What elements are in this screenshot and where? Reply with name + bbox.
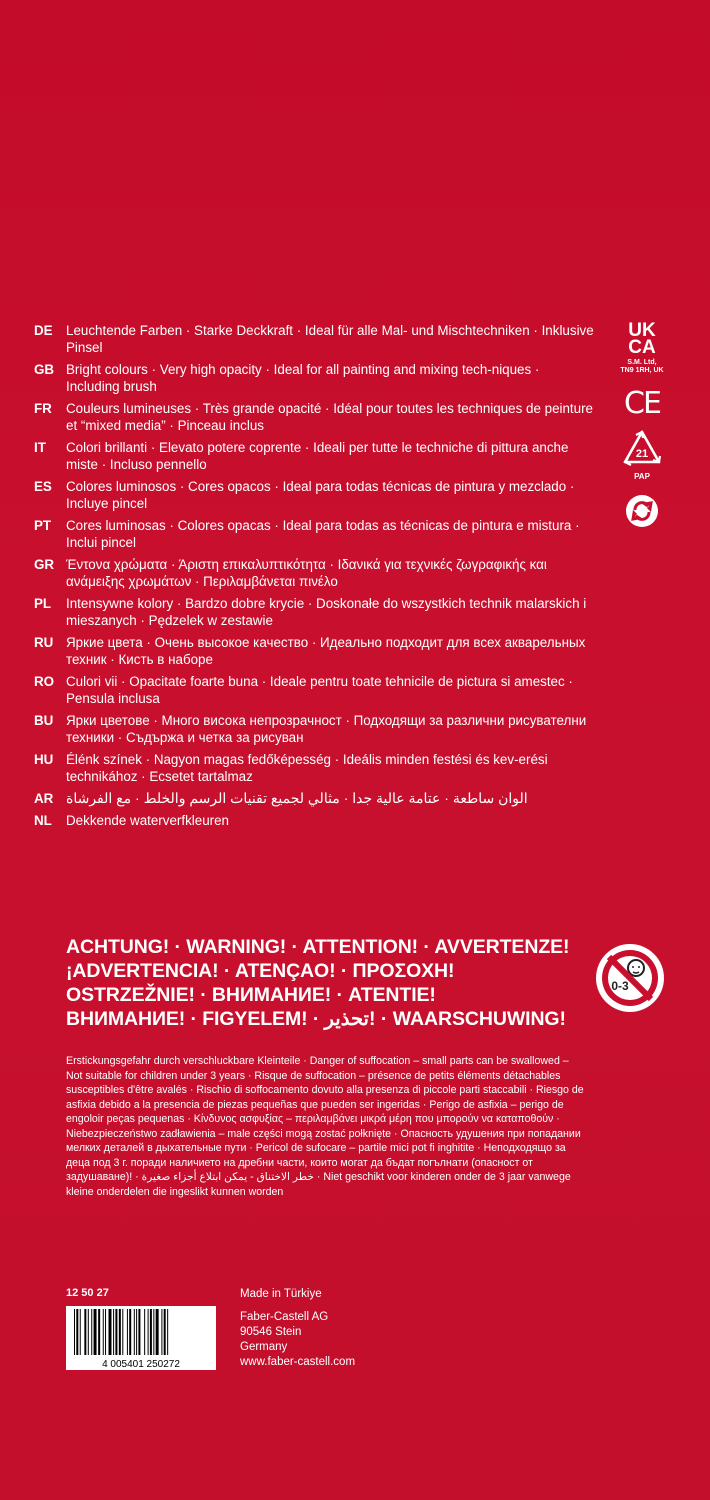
lang-code: BU bbox=[34, 713, 54, 728]
barcode-bar bbox=[91, 1309, 92, 1355]
recycle-icon bbox=[612, 429, 672, 481]
certification-logos bbox=[612, 322, 672, 534]
barcode-bar bbox=[109, 1309, 112, 1355]
lang-row-ru bbox=[34, 634, 594, 668]
lang-code: ES bbox=[34, 479, 52, 494]
barcode-bar bbox=[148, 1309, 149, 1355]
lang-row-pl bbox=[34, 595, 594, 629]
barcode-bar bbox=[103, 1309, 104, 1355]
warning-heading bbox=[66, 935, 586, 1031]
barcode-bar bbox=[150, 1309, 152, 1355]
barcode-bar bbox=[122, 1309, 123, 1355]
lang-code: GR bbox=[34, 557, 55, 572]
recycle-number: 21 bbox=[635, 448, 649, 460]
company-website[interactable]: www.faber-castell.com bbox=[240, 1356, 356, 1368]
lang-text: Leuchtende Farben · Starke Deckkraft · Ideal für alle Mal- und Mischtechniken · Inklusive Pinsel bbox=[66, 323, 594, 355]
lang-text: Colori brillanti · Elevato potere coprente · Ideali per tutte le techniche di pittura anche miste · Incluso pennello bbox=[66, 440, 569, 472]
barcode-bar bbox=[144, 1309, 145, 1355]
lang-text: Έντονα χρώματα · Άριστη επικαλυπτικότητα · Ιδανικά για τεχνικές ζωγραφικής και ανάμειξης χρωμάτων · Περιλαμβάνεται πινέλο bbox=[66, 557, 547, 589]
barcode-bars bbox=[66, 1306, 216, 1370]
barcode bbox=[66, 1306, 216, 1370]
lang-row-gb bbox=[34, 361, 594, 395]
lang-code: AR bbox=[34, 791, 54, 806]
lang-row-ro bbox=[34, 673, 594, 707]
barcode-bar bbox=[88, 1309, 89, 1355]
lang-code: DE bbox=[34, 323, 53, 338]
made-in: Made in Türkiye bbox=[240, 1288, 322, 1300]
lang-text: الوان ساطعة · عتامة عالية جدا · مثالي لجميع تقنيات الرسم والخلط · مع الفرشاة bbox=[66, 790, 528, 806]
company-name: Faber-Castell AG bbox=[240, 1311, 329, 1323]
lang-row-pt bbox=[34, 517, 594, 551]
barcode-bar bbox=[153, 1309, 154, 1355]
barcode-bar bbox=[161, 1309, 162, 1355]
lang-text: Cores luminosas · Colores opacas · Ideal para todas as técnicas de pintura e mistura · Inclui pincel bbox=[66, 518, 580, 550]
ukca-line1: UK bbox=[628, 320, 656, 341]
lang-row-bu bbox=[34, 712, 594, 746]
barcode-bar bbox=[136, 1309, 137, 1355]
recycle-triangle-icon bbox=[620, 429, 664, 467]
age-warning-icon bbox=[592, 940, 668, 1016]
ukca-mark-icon bbox=[622, 322, 662, 356]
barcode-bar bbox=[134, 1309, 135, 1355]
ce-mark-icon: CE bbox=[624, 386, 660, 421]
barcode-bar bbox=[98, 1309, 100, 1355]
barcode-bar bbox=[76, 1309, 78, 1355]
lang-row-hu bbox=[34, 751, 594, 785]
lang-code: HU bbox=[34, 752, 54, 767]
warning-line: ВНИМАНИЕ! · FIGYELEM! · تحذير! · WAARSCHUWING! bbox=[66, 1008, 566, 1030]
barcode-bar bbox=[129, 1309, 131, 1355]
lang-text: Bright colours · Very high opacity · Ideal for all painting and mixing tech-niques · Including brush bbox=[66, 362, 540, 394]
lang-code: NL bbox=[34, 813, 52, 828]
warning-line: OSTRZEŽNIE! · ВНИМАНИЕ! · ATENTIE! bbox=[66, 984, 436, 1006]
lang-code: FR bbox=[34, 401, 52, 416]
lang-code: GB bbox=[34, 362, 55, 377]
lang-text: Intensywne kolory · Bardzo dobre krycie · Doskonałe do wszystkich technik malarskich i mieszanych · Pędzelek w zestawie bbox=[66, 596, 587, 628]
lang-row-ar bbox=[34, 790, 594, 807]
barcode-bar bbox=[84, 1309, 86, 1355]
ukca-address-line2: TN9 1RH, UK bbox=[620, 367, 664, 374]
lang-code: IT bbox=[34, 440, 46, 455]
lang-code: PT bbox=[34, 518, 52, 533]
green-dot-icon bbox=[612, 493, 672, 534]
barcode-bar bbox=[115, 1309, 117, 1355]
lang-text: Ярки цветове · Много висока непрозрачност · Подходящи за различни рисувателни техники · Съдържа и четка за рисуван bbox=[66, 713, 587, 745]
ukca-address bbox=[612, 359, 672, 375]
lang-row-de bbox=[34, 322, 594, 356]
lang-row-es bbox=[34, 478, 594, 512]
warning-line: ACHTUNG! · WARNING! · ATTENTION! · AVVERTENZE! bbox=[66, 936, 570, 958]
lang-code: RU bbox=[34, 635, 54, 650]
lang-row-nl bbox=[34, 812, 594, 829]
ukca-address-line1: S.M. Ltd, bbox=[627, 359, 657, 366]
lang-row-gr bbox=[34, 556, 594, 590]
barcode-bar bbox=[138, 1309, 140, 1355]
age-label: 0-3 bbox=[611, 979, 629, 993]
barcode-bar bbox=[167, 1309, 168, 1355]
warning-line: ¡ADVERTENCIA! · ATENÇAO! · ΠΡΟΣΟΧΗ! bbox=[66, 960, 455, 982]
article-number: 12 50 27 bbox=[66, 1287, 109, 1299]
lang-code: PL bbox=[34, 596, 52, 611]
warning-body: Erstickungsgefahr durch verschluckbare Kleinteile · Danger of suffocation – small parts can be swallowed – Not suitable for children under 3 years · Risque de suffocation – présence de petits éléments détachables susceptibles d'être avalés · Rischio di soffocamento dovuto alla presenza di piccole parti staccabili · Riesgo de asfixia debido a la presencia de piezas pequeñas que pueden ser ingeridas · Perigo de asfixia – perigo de engoloir peças pequenas · Κίνδυνος ασφυξίας – περιλαμβάνει μικρά μέρη που μπορούν να καταποθούν · Niebezpieczeństwo zadławienia – male części mogą zostać połknięte · Опасность удушения при попадании мелких деталей в дыхательные пути · Pericol de sufocare – partile mici pot fi inghitite · Неподходящо за деца под 3 г. поради наличието на дребни части, които могат да бъдат погълнати (опасност от задушаване)! · خطر الاختناق - يمكن ابتلاع أجزاء صغيرة · Niet geschikt voor kinderen onder de 3 jaar vanwege kleine onderdelen die ingeslikt kunnen worden bbox=[66, 1055, 584, 1198]
lang-text: Couleurs lumineuses · Très grande opacité · Idéal pour toutes les techniques de peinture et “mixed media” · Pinceau inclus bbox=[66, 401, 594, 433]
barcode-digits: 4 005401 250272 bbox=[102, 1359, 180, 1370]
company-address: 90546 Stein bbox=[240, 1326, 302, 1338]
lang-text: Яркие цвета · Очень высокое качество · Идеально подходит для всех акварельных техник · Кисть в наборе bbox=[66, 635, 586, 667]
ukca-line2: CA bbox=[628, 337, 656, 358]
manufacturer-info bbox=[240, 1287, 355, 1370]
lang-code: RO bbox=[34, 674, 55, 689]
barcode-bar bbox=[74, 1309, 75, 1355]
lang-text: Dekkende waterverfkleuren bbox=[66, 813, 230, 828]
barcode-bar bbox=[105, 1309, 106, 1355]
barcode-bar bbox=[164, 1309, 166, 1355]
barcode-bar bbox=[80, 1309, 81, 1355]
lang-text: Colores luminosos · Cores opacos · Ideal para todas técnicas de pintura y mezclado · Incluye pincel bbox=[66, 479, 575, 511]
lang-text: Élénk színek · Nagyon magas fedőképesség · Ideális minden festési és kev-erési technikához · Ecsetet tartalmaz bbox=[66, 752, 548, 784]
lang-row-fr bbox=[34, 400, 594, 434]
barcode-bar bbox=[127, 1309, 128, 1355]
barcode-bar bbox=[113, 1309, 114, 1355]
barcode-bar bbox=[94, 1309, 97, 1355]
recycle-label: PAP bbox=[634, 472, 650, 481]
barcode-bar bbox=[156, 1309, 159, 1355]
barcode-bar bbox=[119, 1309, 121, 1355]
lang-text: Culori vii · Opacitate foarte buna · Ideale pentru toate tehnicile de pictura si amestec · Pensula inclusa bbox=[66, 674, 573, 706]
lang-row-it bbox=[34, 439, 594, 473]
company-country: Germany bbox=[240, 1341, 288, 1353]
language-descriptions bbox=[34, 322, 594, 834]
